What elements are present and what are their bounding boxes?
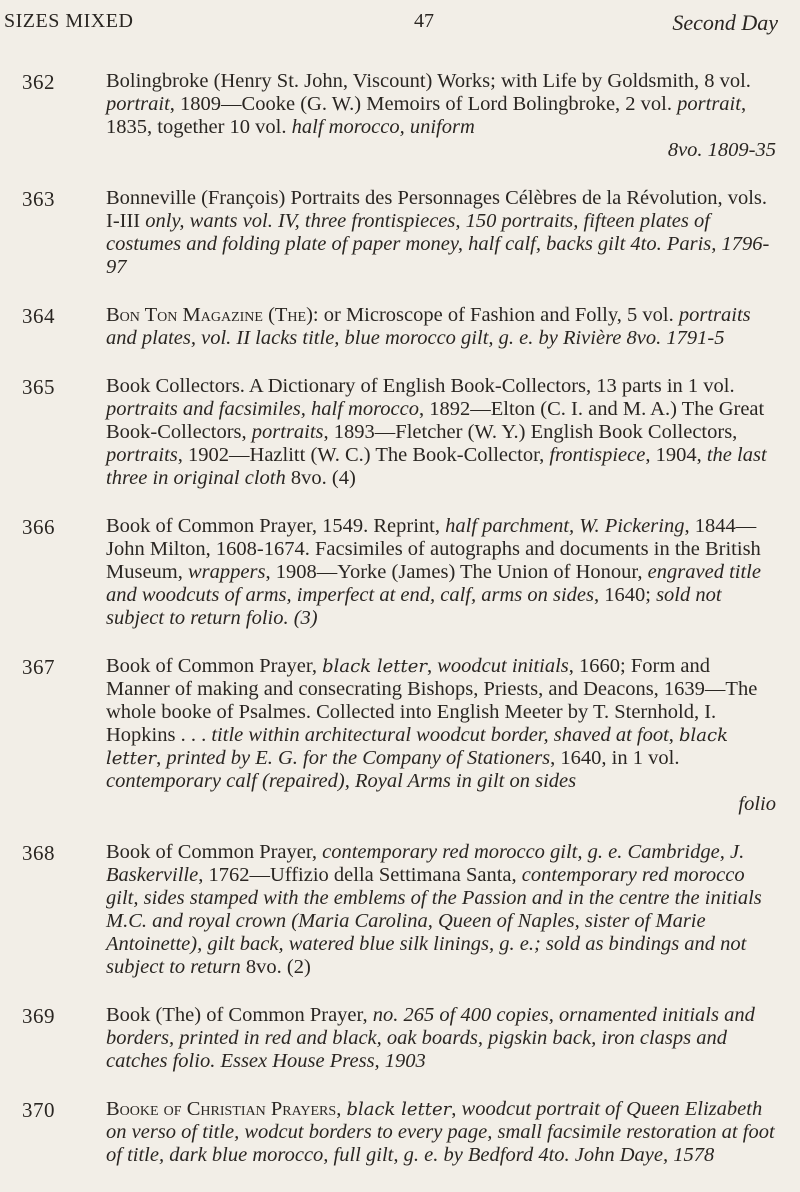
lot-text-segment: , — [451, 1098, 462, 1120]
lot-text-segment: no. 265 of 400 copies, ornamented initials and borders, printed in red and black, oak boards, pigskin back, iron clasps and catches — [106, 1004, 755, 1072]
lot-number: 363 — [22, 187, 55, 211]
lot-text-segment: portraits — [106, 444, 178, 466]
lot-text-segment: , 1835, together 10 vol. — [106, 93, 747, 138]
page-header — [0, 6, 800, 42]
lot-text-segment: wrappers — [188, 561, 266, 583]
lot-text-segment: black letter — [322, 656, 427, 677]
lot-text-segment: Bolingbroke (Henry St. John, Viscount) Works; with Life by Goldsmith, 8 vol. — [106, 70, 751, 92]
lot-entry — [0, 1098, 800, 1167]
lot-text-segment: 8vo. (2) — [240, 956, 311, 978]
lot-text-segment: 8vo. 1809-35 — [667, 139, 776, 161]
lot-text-segment: , — [668, 724, 680, 746]
lot-text-segment: half parchment, W. Pickering — [445, 515, 685, 537]
lot-text-segment: , — [156, 747, 167, 769]
lot-text-segment: 8vo. 1791-5 — [621, 327, 725, 349]
lot-number: 369 — [22, 1004, 55, 1028]
sale-day: Second Day — [672, 10, 778, 35]
lot-text-segment: contemporary calf (repaired), Royal Arms in gilt on sides — [106, 770, 577, 792]
lot-entry — [0, 70, 800, 162]
lot-entry — [0, 655, 800, 816]
lot-text-segment: , 1809—Cooke (G. W.) Memoirs of Lord Bolingbroke, 2 vol. — [169, 93, 678, 115]
lot-text-segment: , 1844—John Milton, 1608-1674. Facsimiles of autographs and documents in the British Museum, — [106, 515, 761, 583]
lot-number: 366 — [22, 515, 55, 539]
lot-text-segment: portraits and facsimiles, half morocco — [106, 398, 419, 420]
lot-text-segment: woodcut portrait of Queen Elizabeth on verso of title, wodcut borders to every page, small facsimile restoration at foot of title, dark blue morocco, full gilt, g. e. by Bedford — [106, 1098, 775, 1166]
lot-description — [106, 70, 776, 162]
lot-text-segment: printed by E. G. for the Company of Stationers — [166, 747, 551, 769]
lot-text-segment: 8vo. (4) — [285, 467, 356, 489]
lot-text-segment: portraits and plates, vol. II lacks title, blue morocco gilt, g. e. by Rivière — [106, 304, 751, 349]
lot-text-segment: title within architectural woodcut border, shaved at foot — [211, 724, 669, 746]
lot-description — [106, 304, 776, 350]
lot-text-segment: frontispiece — [549, 444, 646, 466]
lot-text-segment: sold not subject to return — [106, 584, 722, 629]
lot-text-segment: , 1640; — [594, 584, 657, 606]
lot-number: 367 — [22, 655, 55, 679]
lot-number: 364 — [22, 304, 55, 328]
lot-text-segment: Book of Common Prayer, 1549. Reprint, — [106, 515, 446, 537]
lot-text-segment: , 1902—Hazlitt (W. C.) The Book-Collector, — [177, 444, 550, 466]
lot-entry — [0, 304, 800, 350]
lot-text-segment: black letter — [106, 725, 729, 769]
lot-description — [106, 841, 776, 979]
lot-entry — [0, 1004, 800, 1073]
lot-text-segment: , — [336, 1098, 347, 1120]
page-number: 47 — [414, 10, 434, 32]
section-title: SIZES MIXED — [4, 10, 134, 32]
lot-entry — [0, 515, 800, 630]
lot-text-segment: , 1660; Form and Manner of making and consecrating Bishops, Priests, and Deacons, 1639—The whole booke of Psalmes. Collected into English Meeter by T. Sternhold, I. Hopkins . . . — [106, 655, 758, 746]
lot-number: 362 — [22, 70, 55, 94]
lot-text-segment: , 1762—Uffizio della Settimana Santa, — [198, 864, 522, 886]
lot-text-segment: portrait — [106, 93, 170, 115]
lot-text-segment: black letter — [346, 1099, 452, 1120]
lot-text-segment: folio. Essex House Press, 1903 — [167, 1050, 426, 1072]
lot-text-segment: folio — [738, 793, 776, 815]
lot-number: 370 — [22, 1098, 55, 1122]
lot-text-segment: the last three in original cloth — [106, 444, 767, 489]
lot-text-segment: portrait — [677, 93, 741, 115]
lot-description — [106, 515, 776, 630]
lot-text-segment: portraits — [251, 421, 324, 443]
lot-text-segment: contemporary red morocco gilt, sides stamped with the emblems of the Passion and in the centre the initials M.C. and royal crown (Maria Carolina, Queen of Naples, sister of Marie Antoinette), gilt back, watered blue silk linings, g. e.; sold as bindings and not subject to return — [106, 864, 762, 978]
lot-text-segment: : or Microscope of Fashion and Folly, 5 vol. — [312, 304, 679, 326]
lot-entry — [0, 187, 800, 279]
lot-text-segment: Bonneville (François) Portraits des Personnages Célèbres de la Révolution, vols. I-III — [106, 187, 768, 232]
lot-number: 365 — [22, 375, 55, 399]
lot-text-segment: Book (The) of Common Prayer, — [106, 1004, 373, 1026]
lot-text-segment: , 1893—Fletcher (W. Y.) English Book Collectors, — [323, 421, 738, 443]
lot-description — [106, 375, 776, 490]
lot-text-segment: Book of Common Prayer, — [106, 655, 323, 677]
lot-entry — [0, 841, 800, 979]
lot-text-segment: , 1904, — [645, 444, 707, 466]
lot-text-segment: Book of Common Prayer, — [106, 841, 323, 863]
lot-list — [0, 70, 800, 1192]
lot-text-segment: Book Collectors. A Dictionary of English Book-Collectors, 13 parts in 1 vol. — [106, 375, 735, 397]
lot-text-segment: Booke of Christian Prayers — [106, 1098, 337, 1120]
lot-text-segment: 4to. Paris, 1796-97 — [106, 233, 770, 278]
lot-entry — [0, 375, 800, 490]
lot-description — [106, 1004, 776, 1073]
lot-description — [106, 1098, 776, 1167]
lot-text-segment: , 1640, in 1 vol. — [550, 747, 680, 769]
lot-text-segment: folio. (3) — [240, 607, 318, 629]
lot-text-segment: 4to. John Daye, 1578 — [533, 1144, 715, 1166]
lot-text-segment: half morocco, uniform — [291, 116, 475, 138]
lot-text-segment: , 1892—Elton (C. I. and M. A.) The Great Book-Collectors, — [106, 398, 765, 443]
lot-text-segment: only, wants vol. IV, three frontispieces, 150 portraits, fifteen plates of costumes and folding plate of paper money, half calf, backs gilt — [106, 210, 710, 255]
lot-description — [106, 655, 776, 816]
lot-text-segment: , 1908—Yorke (James) The Union of Honour, — [265, 561, 648, 583]
lot-number: 368 — [22, 841, 55, 865]
lot-text-segment: engraved title and woodcuts of arms, imperfect at end, calf, arms on sides — [106, 561, 761, 606]
lot-text-segment: contemporary red morocco gilt, g. e. Cambridge, J. Baskerville — [106, 841, 745, 886]
lot-text-segment: , — [426, 655, 438, 677]
lot-text-segment: woodcut initials — [437, 655, 569, 677]
lot-text-segment: Bon Ton Magazine (The) — [106, 304, 313, 326]
lot-description — [106, 187, 776, 279]
